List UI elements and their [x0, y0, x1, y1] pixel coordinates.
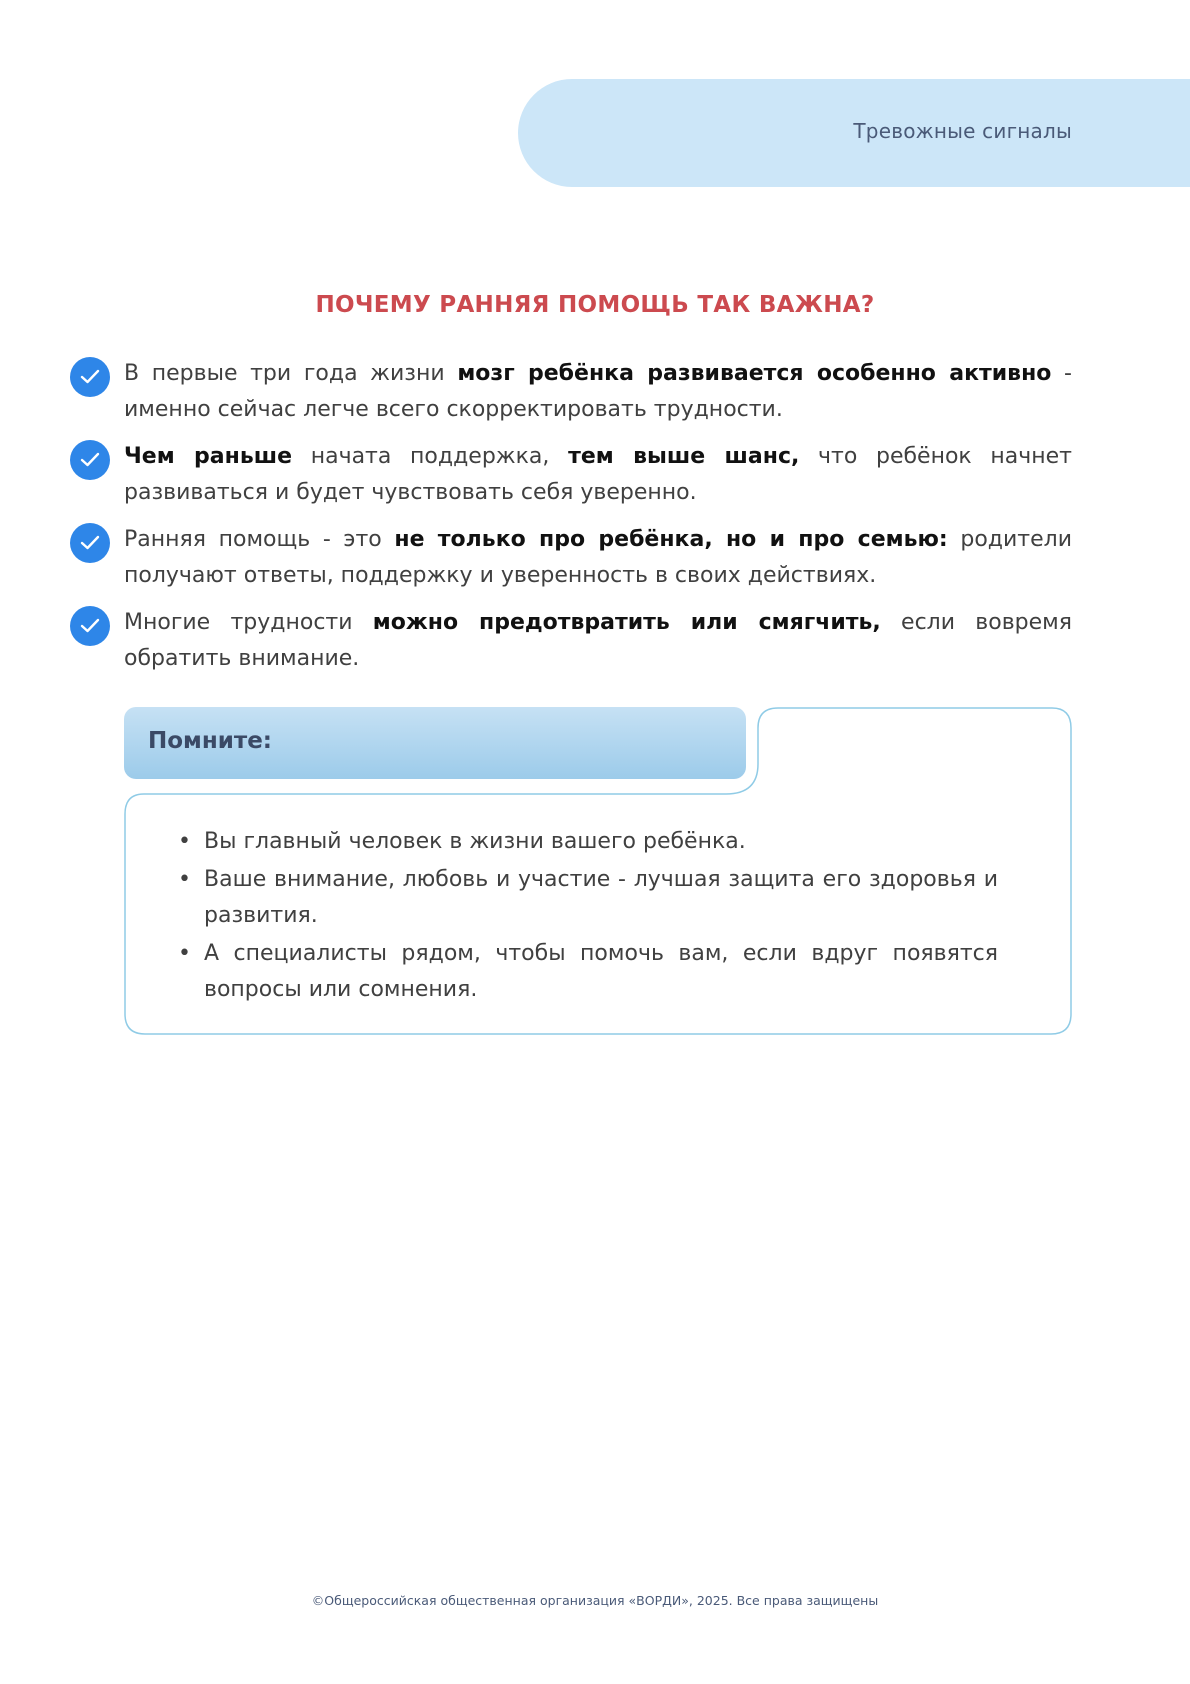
check-icon	[70, 440, 110, 480]
note-item-text: А специалисты рядом, чтобы помочь вам, если вдруг появятся вопросы или сомнения.	[204, 941, 998, 1002]
body-text: начата поддержка,	[292, 444, 569, 469]
check-icon	[70, 523, 110, 563]
section-title: ПОЧЕМУ РАННЯЯ ПОМОЩЬ ТАК ВАЖНА?	[315, 292, 875, 318]
checklist-item	[70, 605, 1072, 677]
remember-note	[124, 706, 1072, 1036]
check-icon	[70, 606, 110, 646]
body-text: - именно сейчас легче всего скорректировать трудности.	[124, 361, 1072, 422]
bullet-icon: •	[178, 941, 191, 966]
emphasis-text: Чем раньше	[124, 444, 293, 469]
note-item-text: Ваше внимание, любовь и участие - лучшая защита его здоровья и развития.	[204, 867, 998, 928]
checklist-item	[70, 522, 1072, 594]
note-item	[178, 824, 998, 860]
emphasis-text: мозг ребёнка развивается особенно активно	[457, 361, 1052, 386]
body-text: В первые три года жизни	[124, 361, 458, 386]
note-item	[178, 936, 998, 1008]
checklist	[70, 356, 1072, 688]
body-text: если вовремя обратить внимание.	[124, 610, 1072, 671]
body-text: родители получают ответы, поддержку и уверенность в своих действиях.	[124, 527, 1072, 588]
bullet-icon: •	[178, 867, 191, 892]
header-title: Тревожные сигналы	[853, 119, 1072, 143]
body-text: Ранняя помощь - это	[124, 527, 395, 552]
checklist-item	[70, 439, 1072, 511]
header-tab	[518, 79, 1190, 187]
note-header-label: Помните:	[148, 728, 272, 754]
note-item-text: Вы главный человек в жизни вашего ребёнка.	[204, 829, 746, 854]
body-text: что ребёнок начнет развиваться и будет чувствовать себя уверенно.	[124, 444, 1072, 505]
emphasis-text: можно предотвратить или смягчить,	[372, 610, 881, 635]
note-list	[178, 824, 998, 1010]
bullet-icon: •	[178, 829, 191, 854]
body-text: Многие трудности	[124, 610, 373, 635]
check-icon	[70, 357, 110, 397]
note-item	[178, 862, 998, 934]
emphasis-text: не только про ребёнка, но и про семью:	[394, 527, 948, 552]
footer-copyright: ©Общероссийская общественная организация «ВОРДИ», 2025. Все права защищены	[311, 1593, 879, 1608]
note-header	[124, 707, 746, 779]
emphasis-text: тем выше шанс,	[568, 444, 800, 469]
checklist-item	[70, 356, 1072, 428]
